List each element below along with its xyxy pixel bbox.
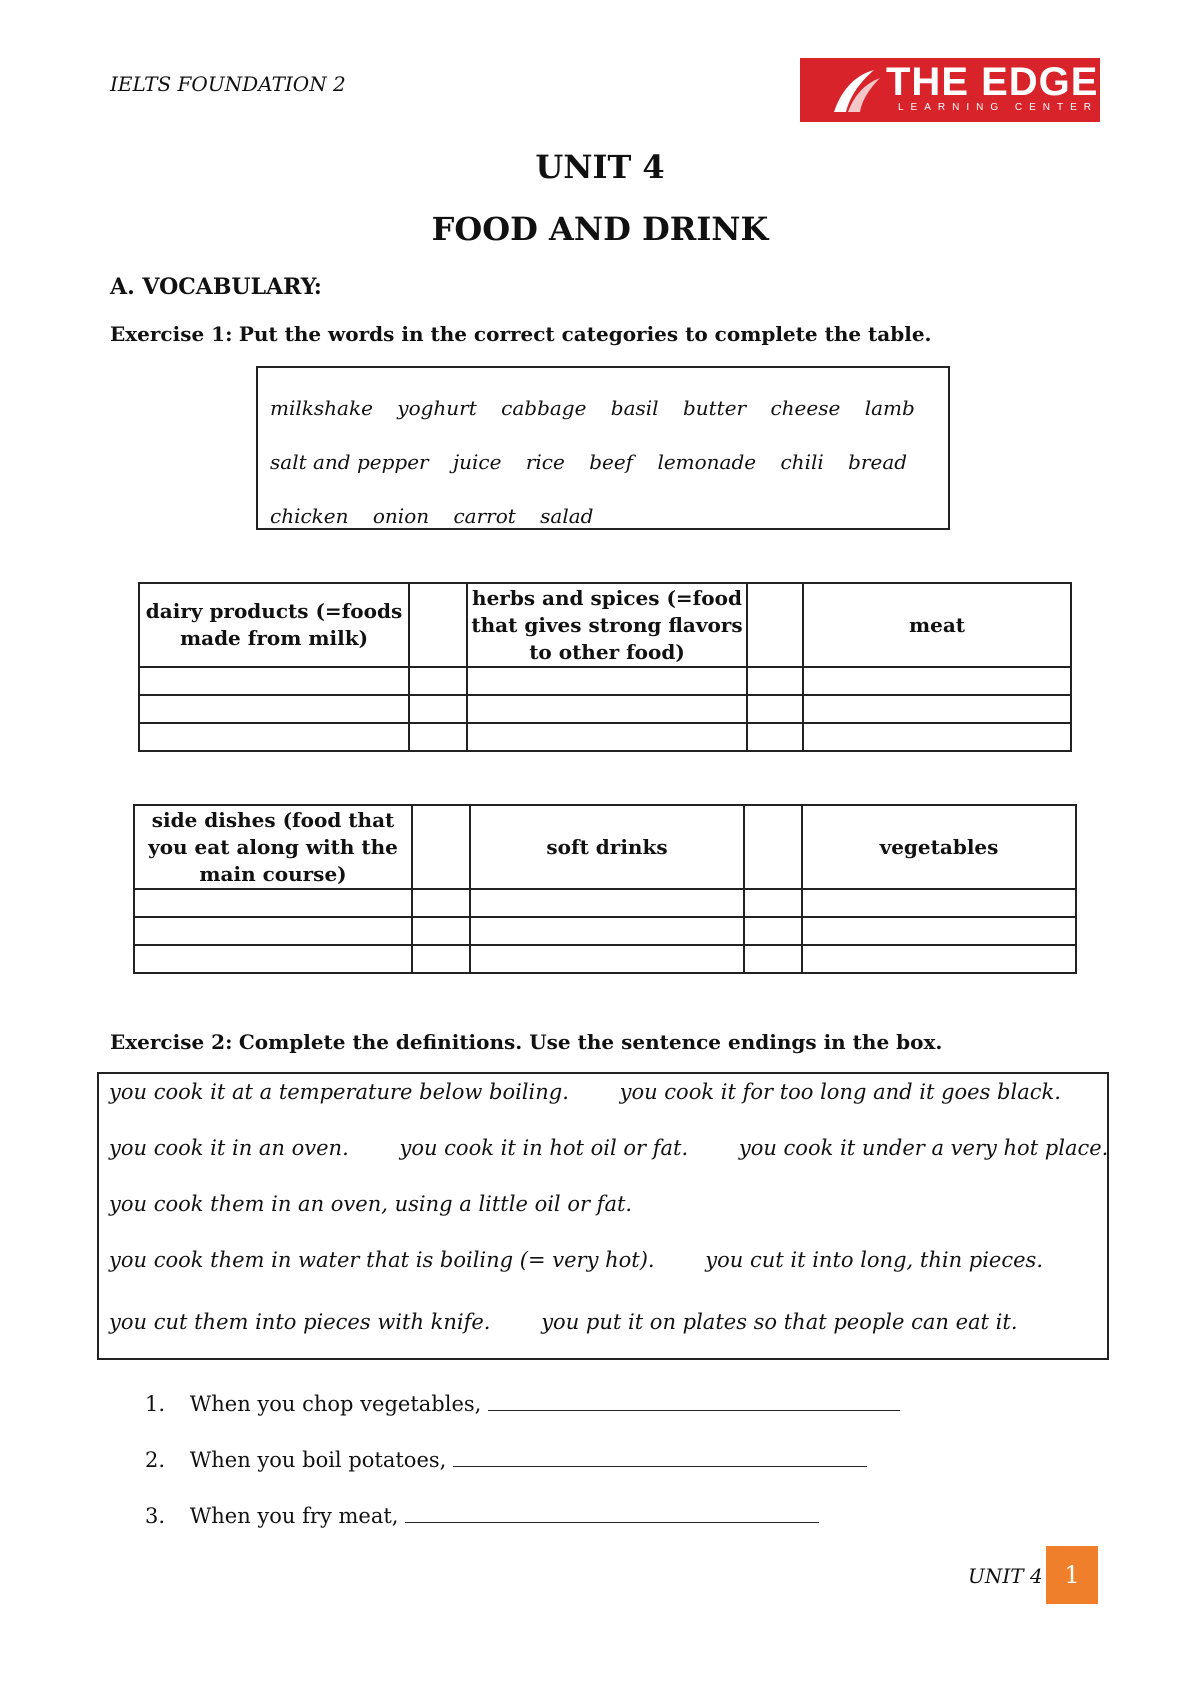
sail-icon bbox=[830, 66, 890, 116]
sentence-ending: you cook them in water that is boiling (= very hot). bbox=[109, 1248, 655, 1272]
table1-header-blank bbox=[747, 583, 803, 667]
table-row bbox=[139, 695, 1071, 723]
table-row bbox=[134, 945, 1076, 973]
answer-blank[interactable] bbox=[453, 1448, 867, 1467]
table1-header-meat: meat bbox=[803, 583, 1071, 667]
answer-cell[interactable] bbox=[470, 945, 744, 973]
page-number: 1 bbox=[1046, 1546, 1098, 1604]
word: carrot bbox=[453, 504, 516, 528]
word: butter bbox=[682, 396, 747, 420]
sentence-endings-box bbox=[97, 1072, 1109, 1360]
answer-cell[interactable] bbox=[134, 889, 412, 917]
category-table-1 bbox=[138, 582, 1072, 752]
word: juice bbox=[452, 450, 502, 474]
word: onion bbox=[372, 504, 430, 528]
question-text: When you chop vegetables, bbox=[189, 1392, 482, 1416]
answer-cell[interactable] bbox=[412, 889, 470, 917]
answer-cell[interactable] bbox=[467, 667, 747, 695]
answer-cell[interactable] bbox=[803, 723, 1071, 751]
answer-cell[interactable] bbox=[802, 889, 1076, 917]
exercise1-instruction bbox=[110, 322, 932, 346]
answer-cell[interactable] bbox=[744, 917, 802, 945]
ending-line bbox=[109, 1136, 1152, 1160]
question-item bbox=[145, 1392, 900, 1416]
sentence-ending: you cook it for too long and it goes black. bbox=[619, 1080, 1061, 1104]
category-table-2 bbox=[133, 804, 1077, 974]
sentence-ending: you cook it in hot oil or fat. bbox=[399, 1136, 689, 1160]
answer-cell[interactable] bbox=[134, 945, 412, 973]
answer-cell[interactable] bbox=[744, 889, 802, 917]
question-item bbox=[145, 1504, 819, 1528]
question-number: 1. bbox=[145, 1392, 166, 1416]
answer-cell[interactable] bbox=[747, 667, 803, 695]
word: bread bbox=[848, 450, 908, 474]
answer-cell[interactable] bbox=[803, 667, 1071, 695]
question-item bbox=[145, 1448, 867, 1472]
word-line bbox=[270, 450, 925, 474]
answer-cell[interactable] bbox=[134, 917, 412, 945]
ending-line bbox=[109, 1080, 1105, 1104]
answer-cell[interactable] bbox=[412, 945, 470, 973]
sentence-ending: you cut it into long, thin pieces. bbox=[705, 1248, 1044, 1272]
answer-cell[interactable] bbox=[409, 723, 467, 751]
course-title: IELTS FOUNDATION 2 bbox=[110, 72, 346, 96]
ending-line bbox=[109, 1192, 676, 1216]
table2-header-blank bbox=[744, 805, 802, 889]
answer-cell[interactable] bbox=[139, 667, 409, 695]
footer-unit-label: UNIT 4 bbox=[968, 1564, 1043, 1588]
word: rice bbox=[525, 450, 565, 474]
the-edge-logo bbox=[800, 58, 1100, 122]
sentence-ending: you cut them into pieces with knife. bbox=[109, 1310, 491, 1334]
question-number: 2. bbox=[145, 1448, 166, 1472]
answer-cell[interactable] bbox=[803, 695, 1071, 723]
exercise2-label: Exercise 2: bbox=[110, 1030, 233, 1054]
word: beef bbox=[589, 450, 634, 474]
answer-blank[interactable] bbox=[488, 1392, 900, 1411]
table1-header-herbs: herbs and spices (=food that gives strong flavors to other food) bbox=[467, 583, 747, 667]
word: cheese bbox=[770, 396, 841, 420]
word: milkshake bbox=[270, 396, 373, 420]
answer-cell[interactable] bbox=[467, 723, 747, 751]
word-box bbox=[256, 366, 950, 530]
table2-header-vegetables: vegetables bbox=[802, 805, 1076, 889]
answer-cell[interactable] bbox=[802, 945, 1076, 973]
word: lemonade bbox=[657, 450, 757, 474]
word: yoghurt bbox=[397, 396, 477, 420]
table2-header-side-dishes: side dishes (food that you eat along with the main course) bbox=[134, 805, 412, 889]
sentence-ending: you cook them in an oven, using a little oil or fat. bbox=[109, 1192, 633, 1216]
table2-header-blank bbox=[412, 805, 470, 889]
table-row bbox=[134, 889, 1076, 917]
table-row bbox=[134, 917, 1076, 945]
sentence-ending: you put it on plates so that people can eat it. bbox=[541, 1310, 1018, 1334]
answer-cell[interactable] bbox=[802, 917, 1076, 945]
table-row bbox=[139, 667, 1071, 695]
table2-header-soft-drinks: soft drinks bbox=[470, 805, 744, 889]
exercise1-label: Exercise 1: bbox=[110, 322, 233, 346]
word: salad bbox=[540, 504, 594, 528]
word: basil bbox=[610, 396, 659, 420]
table1-header-blank bbox=[409, 583, 467, 667]
answer-cell[interactable] bbox=[139, 695, 409, 723]
ending-line bbox=[109, 1310, 1062, 1334]
sentence-ending: you cook it under a very hot place. bbox=[738, 1136, 1109, 1160]
logo-sub-text: LEARNING CENTER bbox=[898, 102, 1099, 113]
sentence-ending: you cook it at a temperature below boiling. bbox=[109, 1080, 569, 1104]
answer-cell[interactable] bbox=[409, 695, 467, 723]
answer-blank[interactable] bbox=[405, 1504, 819, 1523]
word: cabbage bbox=[501, 396, 587, 420]
exercise2-text: Complete the definitions. Use the sentence endings in the box. bbox=[238, 1030, 943, 1054]
answer-cell[interactable] bbox=[744, 945, 802, 973]
answer-cell[interactable] bbox=[470, 889, 744, 917]
section-heading: A. VOCABULARY: bbox=[110, 274, 322, 300]
unit-title: UNIT 4 bbox=[535, 148, 665, 186]
question-text: When you fry meat, bbox=[189, 1504, 399, 1528]
ending-line bbox=[109, 1248, 1087, 1272]
table1-header-dairy: dairy products (=foods made from milk) bbox=[139, 583, 409, 667]
exercise2-instruction bbox=[110, 1030, 942, 1054]
answer-cell[interactable] bbox=[409, 667, 467, 695]
word-line bbox=[270, 396, 933, 420]
answer-cell[interactable] bbox=[139, 723, 409, 751]
question-number: 3. bbox=[145, 1504, 166, 1528]
sentence-ending: you cook it in an oven. bbox=[109, 1136, 349, 1160]
topic-title: FOOD AND DRINK bbox=[431, 210, 769, 248]
answer-cell[interactable] bbox=[747, 695, 803, 723]
answer-cell[interactable] bbox=[470, 917, 744, 945]
word: chicken bbox=[270, 504, 349, 528]
exercise1-text: Put the words in the correct categories to complete the table. bbox=[238, 322, 932, 346]
answer-cell[interactable] bbox=[747, 723, 803, 751]
question-text: When you boil potatoes, bbox=[189, 1448, 447, 1472]
logo-main-text: THE EDGE bbox=[886, 60, 1099, 104]
word: salt and pepper bbox=[270, 450, 429, 474]
answer-cell[interactable] bbox=[412, 917, 470, 945]
word: chili bbox=[780, 450, 824, 474]
word: lamb bbox=[864, 396, 915, 420]
word-line bbox=[270, 504, 611, 528]
table-row bbox=[139, 723, 1071, 751]
answer-cell[interactable] bbox=[467, 695, 747, 723]
